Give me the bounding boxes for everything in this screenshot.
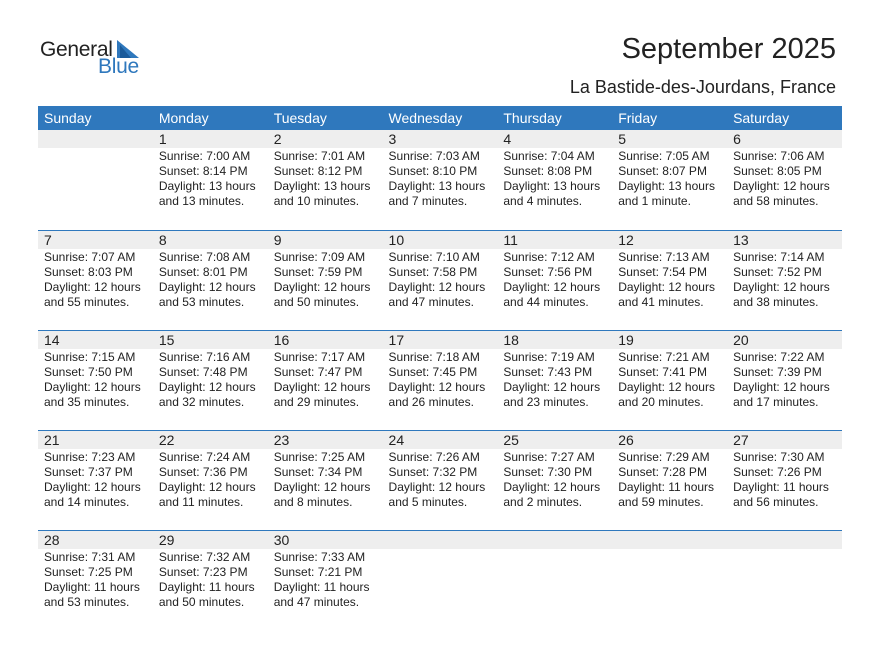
sunset-time: Sunset: 7:54 PM	[618, 265, 707, 279]
sunset-time: Sunset: 7:43 PM	[503, 365, 593, 379]
day-cell	[383, 231, 498, 330]
daylight-minutes: and 1 minute.	[618, 194, 691, 208]
daylight-hours: Daylight: 12 hours	[388, 280, 486, 294]
daylight-minutes: and 23 minutes.	[503, 395, 589, 409]
sunset-time: Sunset: 7:48 PM	[158, 365, 248, 379]
daylight-minutes: and 26 minutes.	[388, 395, 474, 409]
sunrise-time: Sunrise: 7:27 AM	[503, 450, 595, 464]
sunset-time: Sunset: 7:34 PM	[273, 465, 363, 479]
sunrise-time: Sunrise: 7:14 AM	[733, 250, 825, 264]
empty-day-cell	[497, 531, 612, 630]
daylight-hours: Daylight: 13 hours	[503, 179, 601, 193]
day-cell	[727, 431, 842, 530]
sunrise-time: Sunrise: 7:13 AM	[618, 250, 710, 264]
day-cell	[268, 231, 383, 330]
sunrise-time: Sunrise: 7:00 AM	[158, 149, 251, 163]
day-cell	[153, 231, 268, 330]
daylight-hours: Daylight: 11 hours	[273, 580, 370, 594]
daylight-hours: Daylight: 12 hours	[618, 280, 715, 294]
day-number: 16	[273, 332, 290, 348]
weekday-wednesday: Wednesday	[388, 110, 463, 126]
sunset-time: Sunset: 7:50 PM	[44, 365, 133, 379]
day-cell	[383, 130, 498, 230]
daylight-minutes: and 44 minutes.	[503, 295, 589, 309]
sunrise-time: Sunrise: 7:17 AM	[273, 350, 366, 364]
day-cell	[268, 130, 383, 230]
day-number: 8	[158, 232, 167, 248]
sunset-time: Sunset: 8:10 PM	[388, 164, 478, 178]
logo	[40, 38, 150, 80]
sunrise-time: Sunrise: 7:07 AM	[44, 250, 136, 264]
day-number: 11	[503, 232, 518, 248]
sunrise-time: Sunrise: 7:26 AM	[388, 450, 480, 464]
daylight-minutes: and 53 minutes.	[158, 295, 245, 309]
sunset-time: Sunset: 7:56 PM	[503, 265, 593, 279]
day-number: 21	[44, 432, 60, 448]
daylight-hours: Daylight: 12 hours	[503, 380, 601, 394]
day-cell	[153, 431, 268, 530]
day-cell	[268, 431, 383, 530]
week-row	[38, 330, 842, 430]
logo-text-general: General	[40, 38, 113, 61]
day-cell	[268, 331, 383, 430]
day-cell	[497, 231, 612, 330]
sunrise-time: Sunrise: 7:23 AM	[44, 450, 136, 464]
sunset-time: Sunset: 7:37 PM	[44, 465, 133, 479]
sunset-time: Sunset: 8:14 PM	[158, 164, 248, 178]
sunrise-time: Sunrise: 7:15 AM	[44, 350, 136, 364]
day-number: 25	[503, 432, 519, 448]
day-number: 15	[158, 332, 175, 348]
daylight-hours: Daylight: 11 hours	[733, 480, 829, 494]
daylight-hours: Daylight: 12 hours	[733, 179, 830, 193]
day-cell	[612, 231, 727, 330]
sunrise-time: Sunrise: 7:33 AM	[273, 550, 366, 564]
daylight-hours: Daylight: 12 hours	[733, 380, 830, 394]
weekday-header	[38, 106, 842, 130]
day-cell	[153, 331, 268, 430]
day-cell	[497, 431, 612, 530]
day-number: 17	[388, 332, 405, 348]
sunrise-time: Sunrise: 7:09 AM	[273, 250, 366, 264]
daylight-minutes: and 8 minutes.	[273, 495, 353, 509]
day-number: 22	[158, 432, 175, 448]
sunrise-time: Sunrise: 7:21 AM	[618, 350, 710, 364]
location-subtitle: La Bastide-des-Jourdans, France	[569, 77, 836, 97]
sunset-time: Sunset: 7:23 PM	[158, 565, 248, 579]
daylight-minutes: and 5 minutes.	[388, 495, 468, 509]
sunset-time: Sunset: 8:08 PM	[503, 164, 593, 178]
day-cell	[38, 431, 153, 530]
daylight-minutes: and 7 minutes.	[388, 194, 468, 208]
day-number: 2	[273, 131, 282, 147]
day-number: 12	[618, 232, 634, 248]
sunrise-time: Sunrise: 7:01 AM	[273, 149, 366, 163]
sunrise-time: Sunrise: 7:12 AM	[503, 250, 595, 264]
day-cell	[727, 231, 842, 330]
week-days	[38, 431, 842, 530]
sunset-time: Sunset: 7:58 PM	[388, 265, 478, 279]
day-number: 1	[158, 131, 167, 147]
sunrise-time: Sunrise: 7:05 AM	[618, 149, 710, 163]
day-cell	[38, 531, 153, 630]
day-cell	[38, 331, 153, 430]
daylight-minutes: and 35 minutes.	[44, 395, 130, 409]
day-number: 10	[388, 232, 405, 248]
daylight-minutes: and 2 minutes.	[503, 495, 583, 509]
sunset-time: Sunset: 7:32 PM	[388, 465, 478, 479]
day-number: 23	[273, 432, 290, 448]
day-cell	[612, 130, 727, 230]
daylight-hours: Daylight: 11 hours	[618, 480, 715, 494]
sunset-time: Sunset: 8:12 PM	[273, 164, 363, 178]
day-number: 28	[44, 532, 60, 548]
daylight-hours: Daylight: 12 hours	[44, 480, 141, 494]
sunrise-time: Sunrise: 7:24 AM	[158, 450, 251, 464]
sunset-time: Sunset: 8:01 PM	[158, 265, 248, 279]
sunset-time: Sunset: 7:21 PM	[273, 565, 363, 579]
daylight-minutes: and 32 minutes.	[158, 395, 245, 409]
logo-text-blue: Blue	[98, 55, 139, 78]
daylight-hours: Daylight: 12 hours	[388, 480, 486, 494]
sunset-time: Sunset: 7:36 PM	[158, 465, 248, 479]
daylight-hours: Daylight: 11 hours	[44, 580, 140, 594]
daylight-minutes: and 47 minutes.	[388, 295, 474, 309]
daylight-hours: Daylight: 12 hours	[158, 380, 256, 394]
week-row	[38, 230, 842, 330]
sunrise-time: Sunrise: 7:22 AM	[733, 350, 825, 364]
daylight-minutes: and 55 minutes.	[44, 295, 130, 309]
day-number: 5	[618, 131, 627, 147]
daylight-minutes: and 53 minutes.	[44, 595, 130, 609]
daylight-minutes: and 59 minutes.	[618, 495, 704, 509]
day-cell	[383, 331, 498, 430]
sunset-time: Sunset: 8:05 PM	[733, 164, 822, 178]
sunset-time: Sunset: 7:45 PM	[388, 365, 478, 379]
sunset-time: Sunset: 7:59 PM	[273, 265, 363, 279]
daylight-minutes: and 50 minutes.	[158, 595, 245, 609]
day-number: 19	[618, 332, 634, 348]
sunset-time: Sunset: 7:26 PM	[733, 465, 822, 479]
daylight-minutes: and 14 minutes.	[44, 495, 130, 509]
sunrise-time: Sunrise: 7:03 AM	[388, 149, 480, 163]
weekday-saturday: Saturday	[733, 110, 790, 126]
week-days	[38, 331, 842, 430]
daylight-hours: Daylight: 12 hours	[158, 480, 256, 494]
week-days	[38, 531, 842, 630]
day-cell	[727, 130, 842, 230]
daylight-hours: Daylight: 12 hours	[733, 280, 830, 294]
daylight-minutes: and 13 minutes.	[158, 194, 245, 208]
week-days	[38, 231, 842, 330]
daylight-minutes: and 17 minutes.	[733, 395, 819, 409]
sunset-time: Sunset: 7:30 PM	[503, 465, 593, 479]
sunrise-time: Sunrise: 7:18 AM	[388, 350, 480, 364]
day-number: 30	[273, 532, 290, 548]
day-cell	[612, 331, 727, 430]
sunset-time: Sunset: 7:52 PM	[733, 265, 822, 279]
weekday-friday: Friday	[618, 110, 658, 126]
daylight-hours: Daylight: 12 hours	[44, 380, 141, 394]
week-row	[38, 130, 842, 230]
sunrise-time: Sunrise: 7:31 AM	[44, 550, 136, 564]
daylight-hours: Daylight: 12 hours	[388, 380, 486, 394]
sunrise-time: Sunrise: 7:19 AM	[503, 350, 595, 364]
weekday-sunday: Sunday	[44, 110, 92, 126]
sunset-time: Sunset: 7:41 PM	[618, 365, 707, 379]
empty-day-cell	[612, 531, 727, 630]
day-cell	[383, 431, 498, 530]
day-cell	[268, 531, 383, 630]
week-row	[38, 530, 842, 630]
day-number: 9	[273, 232, 282, 248]
daylight-minutes: and 50 minutes.	[273, 295, 360, 309]
daylight-hours: Daylight: 13 hours	[158, 179, 256, 193]
sunset-time: Sunset: 7:39 PM	[733, 365, 822, 379]
daylight-minutes: and 20 minutes.	[618, 395, 704, 409]
sunset-time: Sunset: 7:25 PM	[44, 565, 133, 579]
day-number: 27	[733, 432, 749, 448]
empty-day-cell	[38, 130, 153, 230]
sunset-time: Sunset: 7:28 PM	[618, 465, 707, 479]
calendar-grid	[38, 106, 842, 630]
sunrise-time: Sunrise: 7:16 AM	[158, 350, 251, 364]
daylight-hours: Daylight: 12 hours	[273, 280, 371, 294]
sunrise-time: Sunrise: 7:08 AM	[158, 250, 251, 264]
daylight-hours: Daylight: 13 hours	[273, 179, 371, 193]
day-number: 6	[733, 131, 741, 147]
sunrise-time: Sunrise: 7:32 AM	[158, 550, 251, 564]
day-cell	[38, 231, 153, 330]
day-number: 29	[158, 532, 175, 548]
day-number: 4	[503, 131, 512, 147]
daylight-hours: Daylight: 13 hours	[388, 179, 486, 193]
sunrise-time: Sunrise: 7:25 AM	[273, 450, 366, 464]
daylight-minutes: and 56 minutes.	[733, 495, 819, 509]
daylight-minutes: and 38 minutes.	[733, 295, 819, 309]
daylight-minutes: and 11 minutes.	[158, 495, 244, 509]
page-title: September 2025	[621, 33, 836, 65]
week-days	[38, 130, 842, 230]
daylight-minutes: and 4 minutes.	[503, 194, 583, 208]
day-number: 7	[44, 232, 52, 248]
day-cell	[497, 130, 612, 230]
day-number: 3	[388, 131, 397, 147]
daylight-minutes: and 58 minutes.	[733, 194, 819, 208]
sunrise-time: Sunrise: 7:04 AM	[503, 149, 595, 163]
daylight-hours: Daylight: 12 hours	[273, 480, 371, 494]
daylight-hours: Daylight: 13 hours	[618, 179, 715, 193]
weekday-monday: Monday	[158, 110, 209, 126]
daylight-hours: Daylight: 12 hours	[618, 380, 715, 394]
weeks-container	[38, 130, 842, 630]
day-number: 18	[503, 332, 519, 348]
sunrise-time: Sunrise: 7:29 AM	[618, 450, 710, 464]
day-number: 13	[733, 232, 749, 248]
daylight-minutes: and 47 minutes.	[273, 595, 360, 609]
day-number: 20	[733, 332, 749, 348]
sunrise-time: Sunrise: 7:06 AM	[733, 149, 825, 163]
day-number: 14	[44, 332, 60, 348]
daylight-hours: Daylight: 12 hours	[503, 280, 601, 294]
day-number: 26	[618, 432, 634, 448]
weekday-tuesday: Tuesday	[273, 110, 327, 126]
week-row	[38, 430, 842, 530]
day-cell	[497, 331, 612, 430]
daylight-hours: Daylight: 11 hours	[158, 580, 255, 594]
sunset-time: Sunset: 7:47 PM	[273, 365, 363, 379]
day-cell	[612, 431, 727, 530]
daylight-minutes: and 41 minutes.	[618, 295, 704, 309]
day-cell	[153, 531, 268, 630]
daylight-minutes: and 10 minutes.	[273, 194, 360, 208]
day-cell	[153, 130, 268, 230]
weekday-thursday: Thursday	[503, 110, 562, 126]
sunrise-time: Sunrise: 7:10 AM	[388, 250, 480, 264]
empty-day-cell	[383, 531, 498, 630]
daylight-hours: Daylight: 12 hours	[273, 380, 371, 394]
day-cell	[727, 331, 842, 430]
empty-day-cell	[727, 531, 842, 630]
day-number: 24	[388, 432, 405, 448]
sunset-time: Sunset: 8:07 PM	[618, 164, 707, 178]
sunrise-time: Sunrise: 7:30 AM	[733, 450, 825, 464]
daylight-minutes: and 29 minutes.	[273, 395, 360, 409]
daylight-hours: Daylight: 12 hours	[503, 480, 601, 494]
sunset-time: Sunset: 8:03 PM	[44, 265, 133, 279]
daylight-hours: Daylight: 12 hours	[44, 280, 141, 294]
daylight-hours: Daylight: 12 hours	[158, 280, 256, 294]
